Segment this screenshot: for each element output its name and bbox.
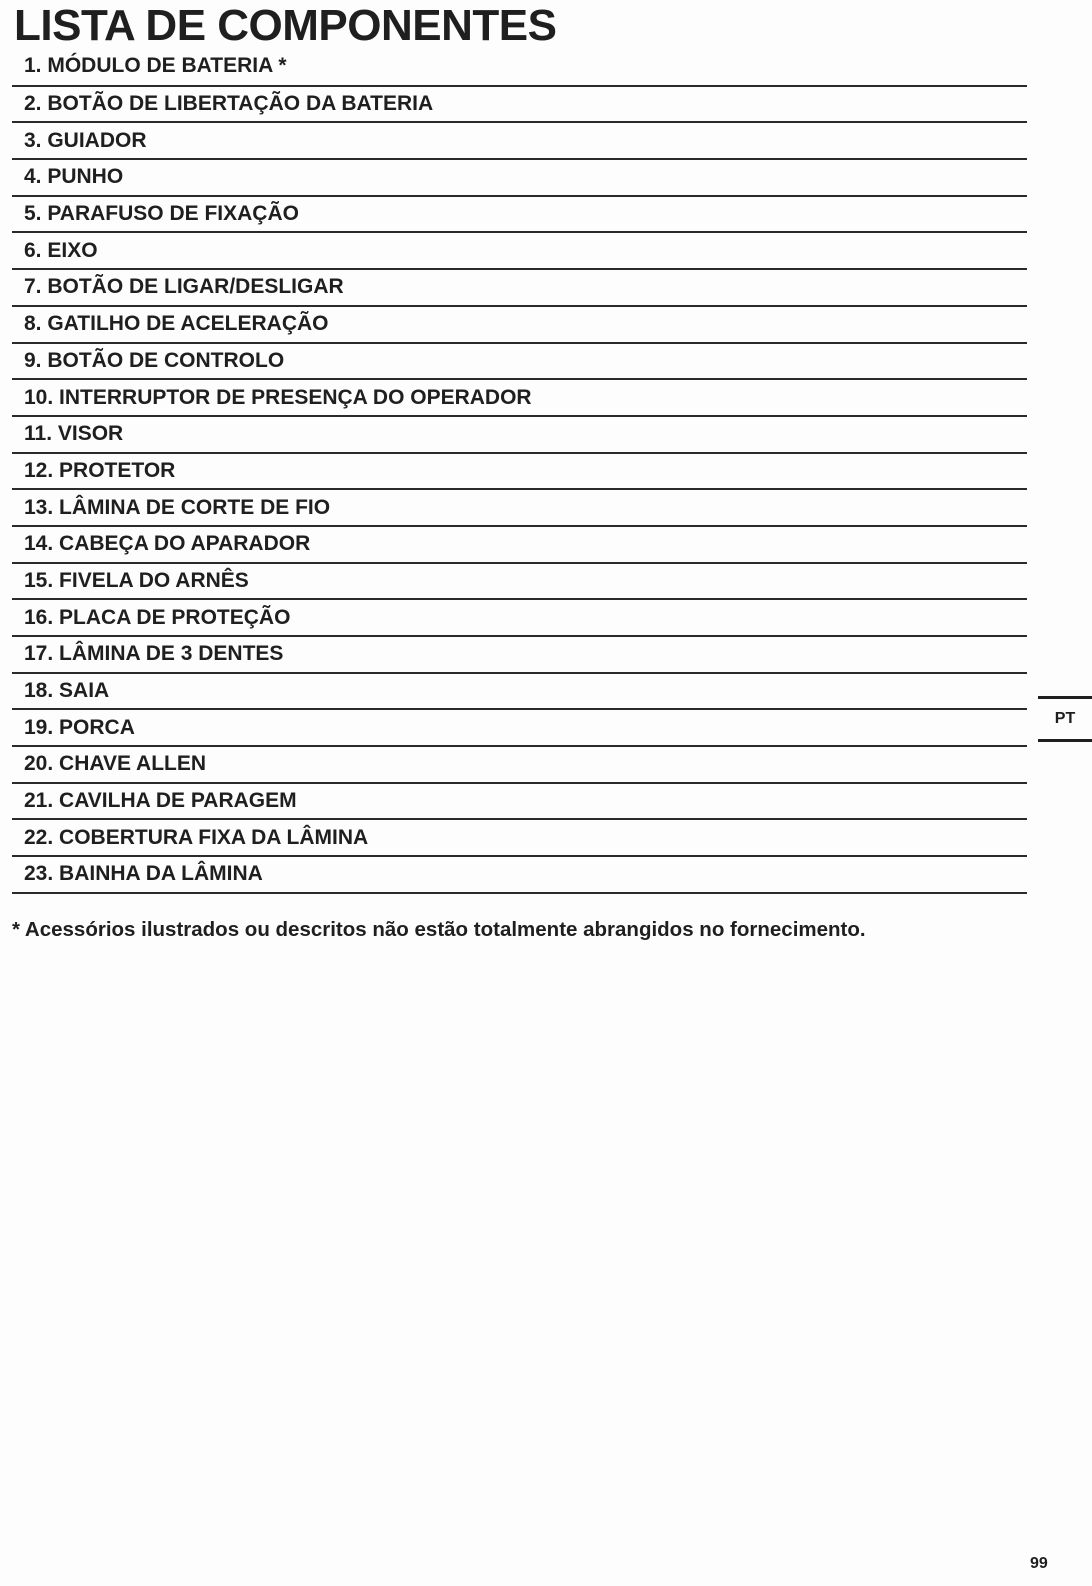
component-item-19: 19. PORCA (12, 710, 1027, 747)
component-item-12: 12. PROTETOR (12, 454, 1027, 491)
component-item-11: 11. VISOR (12, 417, 1027, 454)
component-item-6: 6. EIXO (12, 233, 1027, 270)
page-number: 99 (1030, 1555, 1048, 1572)
component-item-20: 20. CHAVE ALLEN (12, 747, 1027, 784)
component-item-23: 23. BAINHA DA LÂMINA (12, 857, 1027, 894)
component-item-13: 13. LÂMINA DE CORTE DE FIO (12, 490, 1027, 527)
component-item-3: 3. GUIADOR (12, 123, 1027, 160)
component-item-21: 21. CAVILHA DE PARAGEM (12, 784, 1027, 821)
page-title: LISTA DE COMPONENTES (14, 1, 557, 50)
component-item-15: 15. FIVELA DO ARNÊS (12, 564, 1027, 601)
component-item-22: 22. COBERTURA FIXA DA LÂMINA (12, 820, 1027, 857)
component-item-16: 16. PLACA DE PROTEÇÃO (12, 600, 1027, 637)
component-list (12, 48, 1027, 894)
component-item-17: 17. LÂMINA DE 3 DENTES (12, 637, 1027, 674)
component-item-10: 10. INTERRUPTOR DE PRESENÇA DO OPERADOR (12, 380, 1027, 417)
component-item-4: 4. PUNHO (12, 160, 1027, 197)
language-tab: PT (1038, 696, 1092, 742)
component-item-14: 14. CABEÇA DO APARADOR (12, 527, 1027, 564)
component-item-18: 18. SAIA (12, 674, 1027, 711)
component-item-7: 7. BOTÃO DE LIGAR/DESLIGAR (12, 270, 1027, 307)
component-item-1: 1. MÓDULO DE BATERIA * (12, 48, 1027, 87)
component-item-5: 5. PARAFUSO DE FIXAÇÃO (12, 197, 1027, 234)
component-item-9: 9. BOTÃO DE CONTROLO (12, 344, 1027, 381)
component-item-2: 2. BOTÃO DE LIBERTAÇÃO DA BATERIA (12, 87, 1027, 124)
component-item-8: 8. GATILHO DE ACELERAÇÃO (12, 307, 1027, 344)
footnote: * Acessórios ilustrados ou descritos não estão totalmente abrangidos no fornecimento. (12, 918, 866, 941)
